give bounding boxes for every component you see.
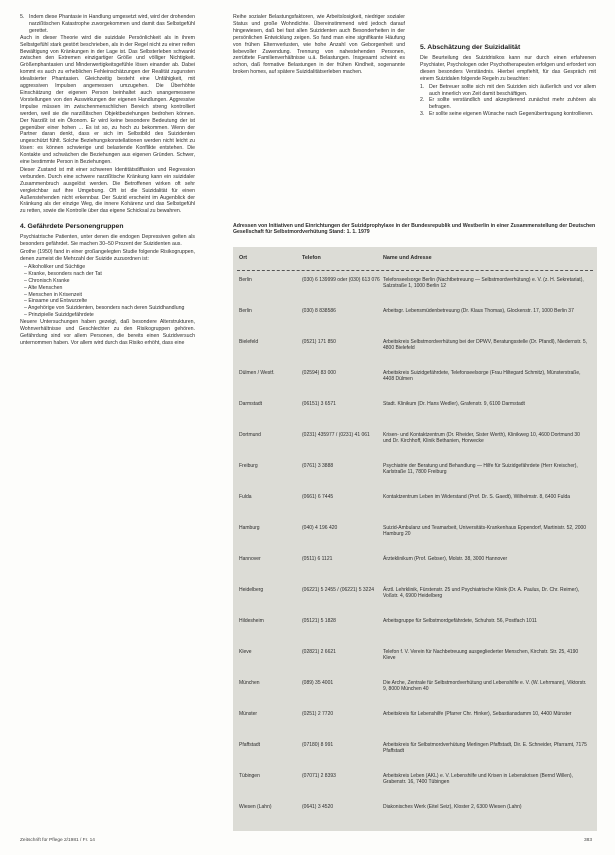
table-caption: Adressen von Initiativen und Einrichtungen der Suizidprophylaxe in der Bundesrepublik und Westberlin in einer Zusammenstellung der Deutschen Gesellschaft für Selbstmordverhütung Stand: 1. 1. 1979: [233, 223, 596, 236]
item-number: 3.: [420, 111, 425, 118]
cell-ort: Tübingen: [239, 773, 260, 779]
cell-telefon: (0511) 6 1121: [302, 556, 333, 562]
cell-telefon: (030) 6 139999 oder (030) 613 076: [302, 277, 380, 283]
section-heading: 4. Gefährdete Personengruppen: [20, 223, 124, 231]
list-item-text: Kranke, besonders nach der Tat: [28, 270, 102, 277]
list-item-text: Einsame und Entwurzelte: [28, 298, 88, 305]
cell-ort: Dülmen / Westf.: [239, 370, 275, 376]
item-text: Er sollte seine eigenen Wünsche nach Gegenübertragung kontrollieren.: [429, 111, 594, 118]
cell-telefon: (0641) 3 4520: [302, 804, 334, 810]
middle-column: [233, 14, 405, 77]
cell-telefon: (05121) 5 1828: [302, 618, 336, 624]
cell-telefon: (0521) 171 850: [302, 339, 336, 345]
address-table: [233, 247, 597, 831]
cell-telefon: (0231) 435977 / (0231) 41 061: [302, 432, 370, 438]
item-number: 2.: [420, 97, 425, 104]
list-item: – Menschen in Krisenzeit: [24, 291, 82, 298]
cell-telefon: (0761) 3 3888: [302, 463, 334, 469]
footer-journal: Zeitschrift für Pflege 2/1981 / Fr. 14: [20, 838, 95, 843]
section-heading: 5. Abschätzung der Suizidalität: [420, 44, 521, 51]
cell-ort: Kleve: [239, 649, 252, 655]
cell-telefon: (0661) 6 7445: [302, 494, 334, 500]
paragraph: Dieser Zustand ist mit einer schweren Identitätsdiffusion und Regression verbunden. Durch eine schwere narzißtische Kränkung kann ein suizidaler Zusammenbruch ausgelöst werden. Die Betroffenen wirken oft sehr vergleichbar auf ihre Umgebung. Oft ist die Suizidalität für einen Außenstehenden nicht erkennbar. Der Suizid erscheint im Augenblick der Kränkung als der einzige Weg, die innere Kohärenz und das Selbstgefühl zu retten, sowie die Kontrolle über das eigene Schicksal zu bewahren.: [20, 166, 195, 215]
header-ort: Ort: [239, 255, 248, 261]
cell-name: Arbeitsgruppe für Selbstmordgefährdete, Schuhstr. 56, Postfach 1011: [383, 618, 537, 624]
cell-telefon: (06151) 3 6571: [302, 401, 336, 407]
cell-ort: Hildesheim: [239, 618, 264, 624]
cell-ort: Pfaffstadt: [239, 742, 261, 748]
item-text: Der Betreuer sollte sich mit den Suiziden sich äußerlich und vor allem auch innerlich von Zeit damit beschäftigen.: [429, 83, 596, 97]
cell-name: Suizid-Ambulanz und Teamarbeit, Universitäts-Krankenhaus Eppendorf, Martinistr. 52, 2000 Hamburg 20: [383, 525, 587, 538]
cell-ort: Fulda: [239, 494, 252, 500]
paragraph: Die Beurteilung des Suizidrisikos kann nur durch einen erfahrenen Psychiater, Psychologen oder Psychotherapeuten erfolgen und erfordert von diesen besonders Verständnis. Hierbei empfiehlt, für das Gespräch mit einem Suizidalen folgende Regeln zu beachten:: [420, 55, 596, 82]
numbered-item: [420, 97, 596, 111]
list-item-text: Menschen in Krisenzeit: [28, 291, 82, 298]
list-item-text: Prinzipielle Suizidgefährdete: [28, 312, 94, 319]
table-header: [233, 247, 597, 271]
cell-telefon: (06221) 5 2455 / (06221) 5 3224: [302, 587, 374, 593]
numbered-item: [420, 84, 596, 98]
paragraph: Reihe sozialer Belastungsfaktoren, wie Arbeitslosigkeit, niedriger sozialer Status und große Wohndichte. Übereinstimmend wird jedoch darauf hingewiesen, daß bei fast allen Suizidenten auch Besonderheiten in der persönlichen Entwicklung zeigen. So fand man eine signifikante Häufung von frühen Elternverlusten, wie hohe Anzahl von Geborgenheit und liebevoller Zuwendung. Trennung von nahestehenden Personen, zerrüttete Familienverhältnisse u.ä. Belastungen. Insgesamt scheint es schon, daß formative Belastungen in der frühen Kindheit, sogenannte broken homes, auf spätere Suizidalitätserleben machen.: [233, 14, 405, 76]
list-item-text: Angehörige von Suizidenten, besonders nach deren Suizidhandlung: [28, 305, 185, 312]
cell-ort: Dortmund: [239, 432, 261, 438]
item-text: Indem diese Phantasie in Handlung umgesetzt wird, wird der drohenden narzißtischen Katastrophe zuvorgekommen und damit das Selbstgefühl gerettet.: [29, 14, 195, 34]
cell-name: Arbeitskreis für Selbstmordverhütung Merlingen Pfaffstadt, Dir. E. Schneider, Pfarramt, 7175 Pfaffstadt: [383, 742, 587, 755]
cell-name: Arbeitsgr. Lebensmüdenbetreuung (Dr. Klaus Thomas), Glockenstr. 17, 1000 Berlin 37: [383, 308, 574, 314]
cell-ort: Berlin: [239, 308, 252, 314]
risk-group-list: [20, 264, 195, 319]
cell-ort: Wiesen (Lahn): [239, 804, 272, 810]
list-item-text: Chronisch Kranke: [28, 277, 70, 284]
paragraph: Auch in dieser Theorie wird die suizidale Persönlichkeit als in ihrem Selbstgefühl stark gestört beschrieben, als in der Regel nicht zu einer reifen Bewältigung von Kränkungen in der Lage ist. Das Selbsterleben schwankt zwischen den Extremen einzigartiger Größe und völliger Nichtigkeit. Größenphantasien und Minderwertigkeitsgefühle lösen einander ab. Dabei kommt es auch zu erheblichen Fehleinschätzungen der Realität zugunsten idealisierter Phantasien. Gleichzeitig besteht eine Unfähigkeit, mit aggressiven Impulsen angemessen umzugehen. Die Überhöhte Einschätzung der eigenen Person beinhaltet auch unangemessene Vorstellungen von den Auswirkungen der eigenen Handlungen. Aggressive Impulse müssen im zwischenmenschlichen Bereich streng kontrolliert werden, weil sie die narzißtischen Objektbeziehungen bedrohen können. Der Narzißt ist ein Ökonom. Er wird keine besondere Bedeutung der ist gegenüber einer hohen ... Es ist so, zu hoch zu bekommen. Wenn der Partner daran denkt, dass er sich im Selbstbild des Suizidenten ungeschützt fühlt. Solche Beziehungskonstellationen werden nicht leicht zu lösen: es können schwierige und belastende Konflikte entstehen. Die Kontakte und schwächen die Beziehungen aus eigenen Gründen. Schwer, eine bestimmte Person in Beziehungen.: [20, 34, 195, 166]
numbered-item: [20, 14, 195, 35]
cell-name: Arbeitskreis für Lebenshilfe (Pfarrer Chr. Hinker), Sebastiansdamm 10, 4400 Münster: [383, 711, 572, 717]
cell-name: Arbeitskreis Suizidgefährdete, Telefonseelsorge (Frau Hiltegard Schmitz), Münsterstraße, 4408 Dülmen: [383, 370, 581, 383]
cell-telefon: (02594) 83 000: [302, 370, 336, 376]
cell-name: Psychiatrie der Beratung und Behandlung — Hilfe für Suizidgefährdete (Herr Kreischer), Karlstraße 11, 7800 Freiburg: [383, 463, 578, 476]
list-item-text: Alte Menschen: [28, 284, 63, 291]
cell-name: Krisen- und Kontaktzentrum (Dr. Rheider, Sister Werth), Klinikweg 10, 4600 Dortmund 30 und Dr. Kirchhoff, Klinik Bethanien, Horwecke: [383, 432, 580, 445]
cell-ort: Münster: [239, 711, 258, 717]
list-item: – Alte Menschen: [24, 284, 63, 291]
cell-telefon: (0251) 2 7720: [302, 711, 334, 717]
list-item: – Kranke, besonders nach der Tat: [24, 270, 102, 277]
item-number: 5.: [20, 14, 25, 20]
cell-name: Telefon f. V. Verein für Nachbetreuung ausgegliederter Menschen, Kirchstr. Str. 25, 4190 Kleve: [383, 649, 579, 662]
cell-telefon: (07180) 8 991: [302, 742, 334, 748]
cell-ort: Hannover: [239, 556, 261, 562]
cell-name: Arbeitskreis Selbstmordverhütung bei der DPWV, Beratungsstelle (Dr. Pfandl), Niedernstr. 5, 4800 Bielefeld: [383, 339, 588, 352]
cell-ort: Berlin: [239, 277, 252, 283]
cell-telefon: (02821) 2 6621: [302, 649, 336, 655]
list-item: – Angehörige von Suizidenten, besonders nach deren Suizidhandlung: [24, 305, 185, 312]
cell-ort: Hamburg: [239, 525, 260, 531]
cell-telefon: (07071) 2 8393: [302, 773, 336, 779]
cell-name: Kontaktzentrum Leben im Widerstand (Prof. Dr. S. Gaedt), Wilhelmstr. 8, 6400 Fulda: [383, 494, 571, 500]
cell-name: Stadt. Klinikum (Dr. Hans Wedler), Grafenstr. 9, 6100 Darmstadt: [383, 401, 525, 407]
cell-ort: München: [239, 680, 260, 686]
cell-name: Telefonseelsorge Berlin (Nachtbetreuung — Selbstmordverhütung) e. V. (z. H. Sekretariat), Salzstraße 1, 1000 Berlin 12: [383, 277, 584, 290]
cell-name: Ärztl. Lehrklinik, Fürstenstr. 25 und Psychiatrische Klinik (Dr. A. Paulus, Dr. Chr. Reimer), Voßstr. 4, 6900 Heidelberg: [383, 587, 580, 600]
list-item: – Einsame und Entwurzelte: [24, 298, 88, 305]
header-telefon: Telefon: [302, 255, 321, 261]
numbered-item: [420, 111, 596, 118]
cell-telefon: (040) 4 196 420: [302, 525, 338, 531]
cell-telefon: (030) 8 838586: [302, 308, 336, 314]
page-number: 383: [584, 838, 593, 843]
left-column: [20, 14, 195, 348]
list-item: – Chronisch Kranke: [24, 277, 70, 284]
right-column: [420, 14, 596, 118]
cell-name: Die Arche, Zentrale für Selbstmordverhütung und Lebenshilfe e. V. (W. Lehrmann), Viktorstr. 9, 8000 München 40: [383, 680, 587, 693]
list-item: – Prinzipielle Suizidgefährdete: [24, 312, 94, 319]
list-item-text: Alkoholiker und Süchtige: [28, 263, 86, 270]
cell-ort: Darmstadt: [239, 401, 263, 407]
paragraph: Neuere Untersuchungen haben gezeigt, daß besondere Alterstrukturen, Wohnverhältnisse und Geschlechter zu den Risikogruppen gehören. Gefährdung sind vor allem Personen, die bereits einen Suizidversuch unternommen haben. Vor allem wird durch das Risiko erhöht, dass eine: [20, 319, 195, 346]
header-rule: [237, 270, 593, 271]
header-name: Name und Adresse: [383, 255, 432, 261]
cell-name: Diakonisches Werk (Eitel Seiz), Kloster 2, 6300 Wiesen (Lahn): [383, 804, 522, 810]
cell-name: Ärzteklinikum (Prof. Gebser), Molstr. 38, 3000 Hannover: [383, 556, 508, 562]
cell-name: Arbeitskreis Leben (AKL) e. V. Lebenshilfe und Krisen in Lebenskrisen (Bernd Willen), Grabenstr. 16, 7400 Tübingen: [383, 773, 573, 786]
paragraph: Psychiatrische Patienten, unter denen die endogen Depressiven gelten als besonders gefährdet. Sie machen 30–50 Prozent der Suizidenten aus.: [20, 234, 195, 248]
item-number: 1.: [420, 83, 425, 90]
list-item: – Alkoholiker und Süchtige: [24, 263, 86, 270]
cell-telefon: (089) 35 4001: [302, 680, 334, 686]
cell-ort: Heidelberg: [239, 587, 264, 593]
item-text: Er sollte verständlich und akzeptierend zunächst mehr zuhören als befragen.: [429, 97, 596, 111]
cell-ort: Bielefeld: [239, 339, 259, 345]
paragraph: Grothe (1950) fand in einer großangelegten Studie folgende Risikogruppen, denen zumeist die Mehrzahl der Suizide zuzuordnen ist:: [20, 249, 195, 262]
cell-ort: Freiburg: [239, 463, 258, 469]
